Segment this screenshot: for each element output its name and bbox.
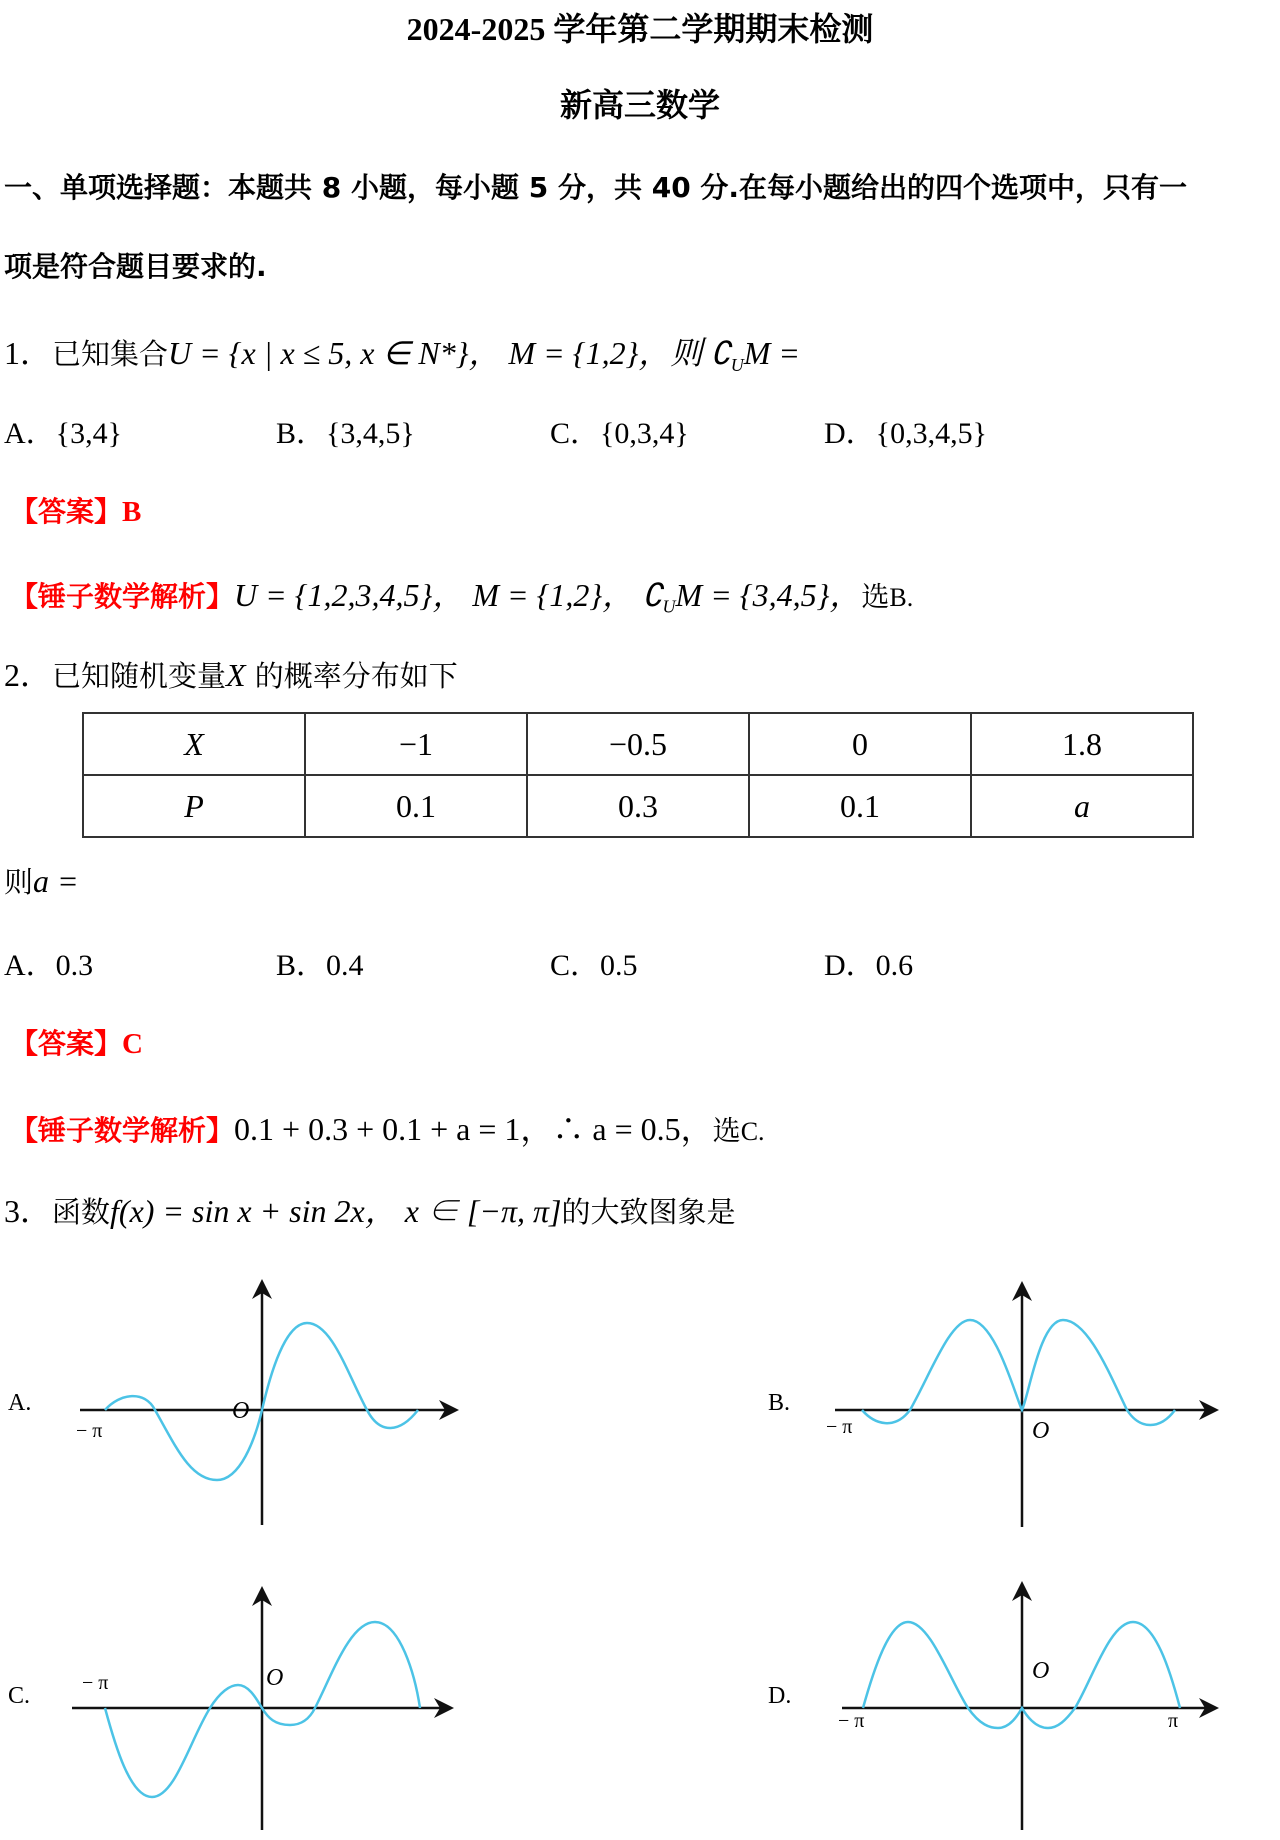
option-value: {3,4} [55, 417, 122, 450]
graph-b-label[interactable]: B. [768, 1390, 791, 1416]
explanation-math: M = {3,4,5}， [675, 577, 862, 613]
page-subtitle: 新高三数学 [559, 87, 720, 123]
question-math: U = {x | x ≤ 5, x ∈ N*}， M = {1,2}，则 ∁ [168, 335, 731, 371]
option-value: 0.5 [600, 949, 638, 982]
option-label: D． [824, 417, 876, 450]
section-heading-line1: 一、单项选择题：本题共 8 小题，每小题 5 分，共 40 分.在每小题给出的四个选项中，只有一 [4, 171, 1188, 204]
complement-subscript: U [730, 354, 744, 375]
q1-answer [10, 490, 141, 530]
followup-text: 则 [4, 865, 34, 899]
table-cell: X [83, 713, 305, 775]
answer-value: C [122, 1028, 143, 1060]
option-value: 0.4 [326, 949, 364, 982]
graph-c-label[interactable]: C. [8, 1683, 31, 1709]
table-cell: −0.5 [527, 713, 749, 775]
followup-math: a = [33, 863, 79, 899]
question-text: 已知随机变量 [52, 659, 227, 693]
option-label: B． [276, 949, 327, 982]
graph-d-label[interactable]: D. [768, 1683, 792, 1709]
origin-label: O [1032, 1418, 1050, 1444]
graph-a-label[interactable]: A. [8, 1390, 32, 1416]
q2-option-b[interactable] [276, 940, 364, 984]
option-label: A． [4, 949, 56, 982]
q2-option-c[interactable] [550, 940, 638, 984]
graph-c[interactable] [70, 1580, 470, 1840]
pi-label: π [1168, 1710, 1179, 1732]
question-2-stem [4, 650, 458, 696]
explanation-text: 选 [861, 580, 890, 613]
q2-answer [10, 1022, 143, 1062]
explanation-math: 0.1 + 0.3 + 0.1 + a = 1，∴ a = 0.5， [234, 1111, 713, 1147]
option-value: 0.3 [55, 949, 94, 982]
option-value: {0,3,4,5} [875, 417, 987, 450]
question-variable: X [226, 657, 246, 693]
q1-option-d[interactable] [824, 408, 987, 452]
complement-subscript: U [662, 596, 676, 617]
question-math-tail: M = [743, 335, 800, 371]
origin-label: O [266, 1665, 284, 1691]
table-cell: 0 [749, 713, 971, 775]
question-3-stem [4, 1186, 736, 1232]
question-text-tail: 的大致图象是 [561, 1195, 736, 1229]
answer-value: B [122, 496, 142, 528]
option-value: {0,3,4} [600, 417, 689, 450]
q2-option-d[interactable] [824, 940, 913, 984]
graph-b[interactable] [830, 1275, 1230, 1535]
table-cell: P [83, 775, 305, 837]
explanation-choice: C. [740, 1117, 765, 1146]
answer-label: 【答案】 [10, 495, 123, 528]
explanation-label: 【锤子数学解析】 [10, 1114, 235, 1147]
q1-explanation [10, 570, 913, 618]
neg-pi-label: − π [838, 1710, 865, 1732]
q1-option-b[interactable] [276, 408, 415, 452]
neg-pi-label: − π [76, 1420, 103, 1442]
table-row [83, 713, 1193, 775]
table-cell: 1.8 [971, 713, 1193, 775]
question-number: 1． [4, 335, 53, 371]
question-text: 函数 [52, 1195, 111, 1229]
option-label: D． [824, 949, 876, 982]
q1-option-c[interactable] [550, 408, 689, 452]
answer-label: 【答案】 [10, 1027, 123, 1060]
question-text-tail: 的概率分布如下 [254, 659, 458, 693]
option-label: A． [4, 417, 56, 450]
option-label: B． [276, 417, 327, 450]
table-cell: 0.1 [749, 775, 971, 837]
question-math: f(x) = sin x + sin 2x， x ∈ [−π, π] [110, 1193, 562, 1229]
option-label: C． [550, 417, 601, 450]
option-value: {3,4,5} [326, 417, 415, 450]
origin-label: O [232, 1398, 250, 1424]
question-number: 3． [4, 1193, 53, 1229]
option-value: 0.6 [875, 949, 914, 982]
question-1-stem [4, 328, 800, 376]
table-row [83, 775, 1193, 837]
question-text: 已知集合 [52, 337, 169, 371]
q2-option-a[interactable] [4, 940, 93, 984]
q2-explanation [10, 1104, 765, 1150]
section-heading-line2: 项是符合题目要求的. [4, 250, 267, 283]
question-2-followup [4, 860, 79, 901]
page-title: 2024-2025 学年第二学期期末检测 [406, 11, 874, 47]
explanation-label: 【锤子数学解析】 [10, 580, 235, 613]
table-cell: 0.1 [305, 775, 527, 837]
explanation-text: 选 [712, 1114, 741, 1147]
explanation-choice: B. [889, 583, 914, 612]
table-cell: −1 [305, 713, 527, 775]
graph-a[interactable] [70, 1275, 470, 1535]
table-cell: a [971, 775, 1193, 837]
option-label: C． [550, 949, 601, 982]
explanation-math: U = {1,2,3,4,5}， M = {1,2}， ∁ [234, 577, 663, 613]
probability-table [82, 712, 1194, 838]
neg-pi-label: − π [82, 1672, 109, 1694]
q1-option-a[interactable] [4, 408, 122, 452]
neg-pi-label: − π [826, 1416, 853, 1438]
origin-label: O [1032, 1658, 1050, 1684]
question-number: 2． [4, 657, 53, 693]
table-cell: 0.3 [527, 775, 749, 837]
